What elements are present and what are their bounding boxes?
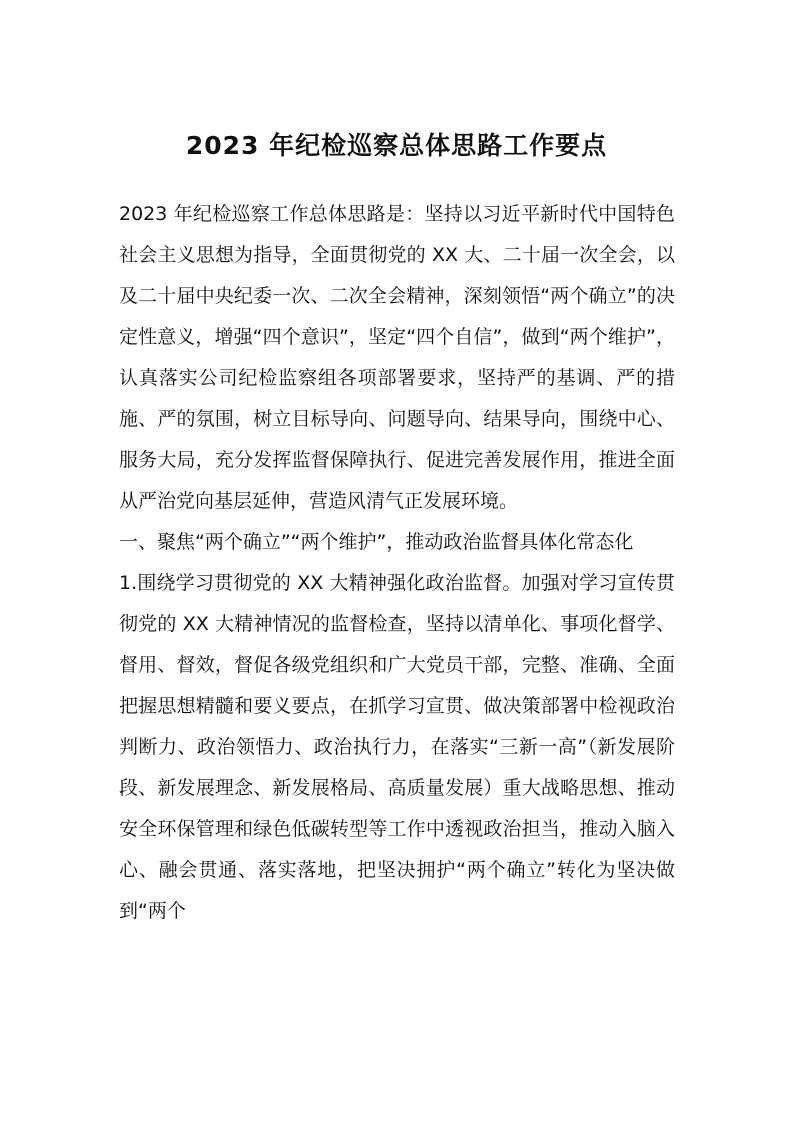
intro-paragraph: 2023 年纪检巡察工作总体思路是：坚持以习近平新时代中国特色社会主义思想为指导，全面贯彻党的 XX 大、二十届一次全会，以及二十届中央纪委一次、二次全会精神，深刻领悟“两个确立”的决定性意义，增强“四个意识”，坚定“四个自信”，做到“两个维护”，认真落实公司纪检监察组各项部署要求，坚持严的基调、严的措施、严的氛围，树立目标导向、问题导向、结果导向，围绕中心、服务大局，充分发挥监督保障执行、促进完善发展作用，推进全面从严治党向基层延伸，营造风清气正发展环境。 <box>119 203 675 512</box>
document-body <box>119 194 675 932</box>
section-1-item-1: 1.围绕学习贯彻党的 XX 大精神强化政治监督。加强对学习宣传贯彻党的 XX 大精神情况的监督检查，坚持以清单化、事项化督学、督用、督效，督促各级党组织和广大党员干部，完整、准确、全面把握思想精髓和要义要点，在抓学习宣贯、做决策部署中检视政治判断力、政治领悟力、政治执行力，在落实“三新一高”（新发展阶段、新发展理念、新发展格局、高质量发展）重大战略思想、推动安全环保管理和绿色低碳转型等工作中透视政治担当，推动入脑入心、融会贯通、落实落地，把坚决拥护“两个确立”转化为坚决做到“两个 <box>119 572 675 922</box>
document-title: 2023 年纪检巡察总体思路工作要点 <box>185 131 608 160</box>
section-heading-1: 一、聚焦“两个确立”“两个维护”，推动政治监督具体化常态化 <box>119 531 634 553</box>
